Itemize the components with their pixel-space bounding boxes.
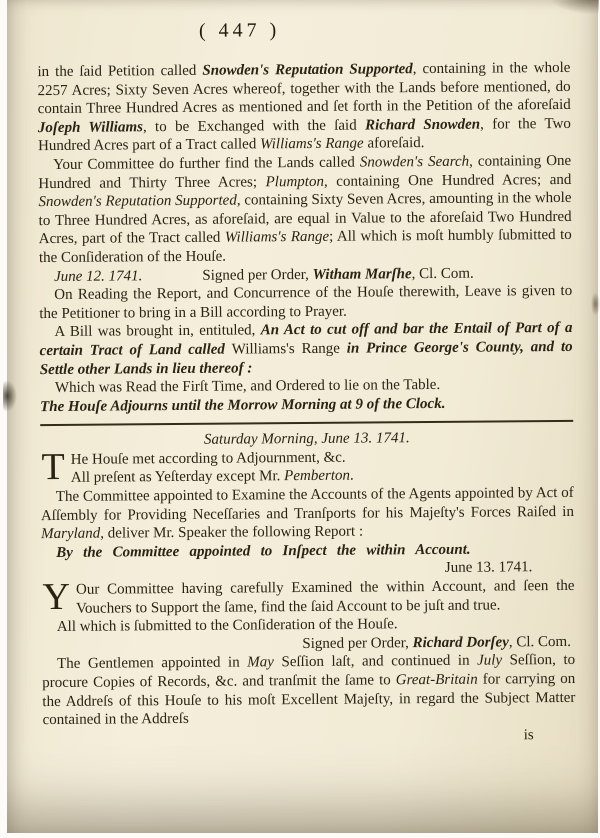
text-segment: in Prince George's County, and to Settle other Lands in lieu thereof : [39, 338, 573, 378]
paragraph-dropcap [40, 447, 573, 488]
paragraph-continuation [37, 59, 571, 156]
text-segment: All preſent as Yeſterday except Mr. [70, 468, 285, 487]
text-segment: . [349, 468, 354, 485]
text-segment: Williams's Range [231, 340, 340, 358]
text-segment: Snowden's Reputation Supported [202, 61, 413, 79]
text-segment: A Bill was brought in, entituled, [54, 322, 261, 341]
text-segment: for carrying on the Addreſs of this Houſe to his moſt Excellent Majeſty, in regard the Subject Matter contained in the Addreſs [42, 670, 576, 729]
adjournment-line [40, 394, 573, 417]
paragraph [38, 152, 572, 268]
text-segment: , to be Exchanged with the ſaid [142, 117, 366, 136]
text-segment: , containing Sixty Seven Acres, amounting in the whole to Three Hundred Acres, as aforeſaid, are equal in Value to the aforeſaid Two Hundred Acres, part of the Tract called [38, 190, 572, 248]
text-segment: Signed per Order, [142, 266, 313, 284]
page-content [37, 11, 576, 827]
text-segment: , containing in the whole 2257 Acres; Sixty Seven Acres whereof, together with the Lands before mentioned, do contain Three Hundred Acres as mentioned and ſet forth in the Petition of the aforeſaid [37, 59, 571, 118]
text-segment: Our Committee having carefully Examined the within Account, and ſeen the Vouchers to Support the ſame, find the ſaid Account to be juſt and true. [75, 577, 575, 617]
text-segment: On Reading the Report, and Concurrence of the Houſe therewith, Leave is given to the Petitioner to bring in a Bill according to Prayer. [39, 283, 573, 322]
text-segment: Seſſion, to procure Copies of Records, &c. and tranſmit the ſame to [42, 652, 576, 692]
text-segment: Williams's Range [224, 229, 330, 246]
paragraph [41, 484, 574, 544]
text-segment: By the Committee appointed to Inſpect the within Account. [56, 541, 471, 561]
text-segment: Your Committee do further find the Lands called [53, 154, 360, 173]
paragraph [42, 651, 576, 730]
text-segment: Williams's Range [259, 135, 364, 153]
text-segment: June 13. 1741. [444, 559, 533, 577]
text-segment: May [247, 654, 274, 671]
text-segment: Witham Marſhe [312, 265, 412, 283]
text-segment: , containing One Hundred and Thirty Three Acres; [38, 152, 572, 192]
text-segment: , Cl. Com. [508, 633, 572, 651]
text-segment: Seſſion laſt, and continued in [273, 653, 478, 671]
ink-smudge-top-right [551, 0, 599, 14]
text-segment: is [523, 726, 534, 744]
page-number: ( 447 ) [198, 19, 281, 42]
text-segment: Joſeph Williams [37, 119, 143, 136]
paragraph [39, 319, 572, 379]
ink-smudge-right-edge [591, 292, 600, 316]
drop-cap: Y [42, 575, 71, 619]
text-segment: Which was Read the Firſt Time, and Ordered to lie on the Table. [54, 377, 441, 397]
text-segment: in the ſaid Petition called [37, 62, 203, 81]
text-segment: Great-Britain [395, 671, 478, 689]
text-segment: Snowden's Search [359, 153, 470, 171]
text-segment: ; All which is moſt humbly ſubmitted to the Conſideration of the Houſe. [38, 227, 572, 267]
text-segment: The Houſe Adjourns until the Morrow Morning at 9 of the Clock. [40, 395, 446, 415]
ink-smudge-left-edge [3, 380, 17, 412]
text-segment: Richard Snowden [364, 116, 481, 134]
text-segment: Plumpton [265, 173, 324, 190]
text-segment: An Act to cut off and bar the Entail of Part of a certain Tract of Land called [39, 320, 573, 359]
text-segment: , for the Two Hundred Acres part of a Tract called [37, 115, 571, 155]
text-segment: Signed per Order, [302, 634, 413, 652]
paragraph-dropcap [41, 577, 574, 618]
paragraph [39, 282, 572, 323]
text-segment: Richard Dorſey [412, 634, 509, 651]
text-segment: Pemberton [284, 468, 351, 485]
text-segment: July [477, 652, 503, 670]
text-segment: , deliver Mr. Speaker the following Report : [100, 523, 364, 542]
drop-cap: T [41, 445, 65, 488]
text-segment: He Houſe met according to Adjournment, &c. [70, 449, 346, 468]
section-divider [40, 420, 573, 426]
text-segment: aforeſaid. [363, 135, 425, 152]
text-segment: Maryland [41, 525, 101, 543]
text-segment: , Cl. Com. [411, 265, 474, 282]
paper-sheet [7, 0, 598, 833]
text-segment: June 12. 1741. [53, 267, 143, 285]
text-segment: , containing One Hundred Acres; and [323, 171, 572, 190]
page-body [37, 59, 575, 749]
text-segment: Saturday Morning, June 13. 1741. [203, 430, 410, 449]
text-segment: Snowden's Reputation Supported [38, 192, 237, 211]
text-segment: The Committee appointed to Examine the Accounts of the Agents appointed by Act of Aſſembly for Providing Neceſſaries and Tranſports for his Majeſty's Forces Raiſed in [40, 484, 574, 524]
text-segment: All which is ſubmitted to the Conſideration of the Houſe. [56, 616, 398, 636]
text-segment: The Gentlemen appointed in [57, 654, 248, 673]
